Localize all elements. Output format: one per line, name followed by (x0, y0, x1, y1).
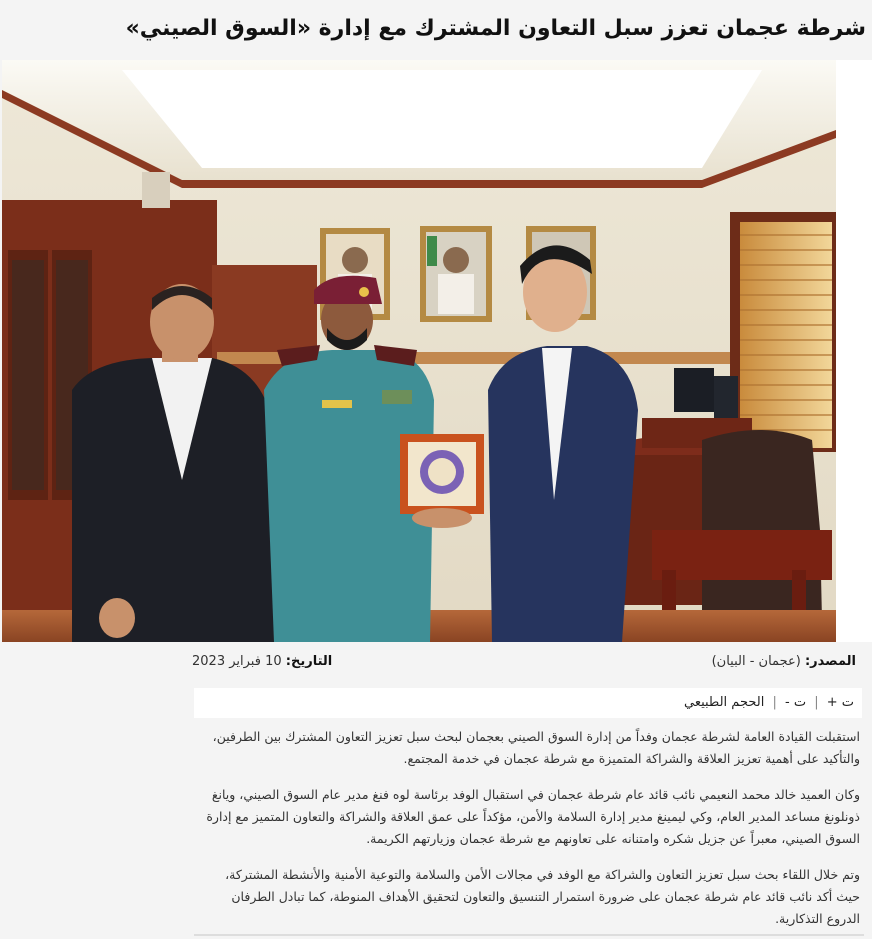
article-photo (2, 60, 836, 642)
date (192, 648, 332, 676)
article-paragraph: وتم خلال اللقاء بحث سبل تعزيز التعاون والشراكة مع الوفد في مجالات الأمن والسلامة والتوعية الأمنية والأنشطة المشتركة، حيث أكد نائب قائد عام شرطة عجمان على ضرورة استمرار التنسيق والتعاون لتحقيق الأهداف المنوطة، كما تبادل الطرفان الدروع التذكارية. (225, 867, 860, 926)
font-normal-button[interactable]: الحجم الطبيعي (683, 695, 765, 710)
article-body (196, 726, 864, 939)
font-decrease-button[interactable]: ت - (785, 695, 807, 710)
photo-side-margin (836, 60, 872, 642)
source (712, 648, 856, 676)
divider (194, 934, 864, 936)
font-increase-button[interactable]: ت + (826, 695, 854, 710)
commemorative-plaque (400, 434, 484, 528)
date-label: التاريخ: (285, 654, 333, 669)
article-paragraph: وكان العميد خالد محمد النعيمي نائب قائد عام شرطة عجمان في استقبال الوفد برئاسة لوه فنغ مدير عام السوق الصيني، ويانغ ذونلونغ مساعد المدير العام، وكي ليمينغ مدير إدارة السلامة والأمن، مؤكداً على عمق العلاقة والشراكة والتعاون المتميز مع إدارة السوق الصيني، معبراً عن جزيل شكره وامتنانه على تعاونهم مع شرطة عجمان وزيارتهم الكريمة. (206, 787, 860, 846)
article-meta (192, 648, 864, 676)
monitor (674, 368, 714, 412)
date-value: 10 فبراير 2023 (192, 654, 282, 669)
article-paragraph: استقبلت القيادة العامة لشرطة عجمان وفداً من إدارة السوق الصيني بعجمان لبحث سبل تعزيز التعاون المشترك بين الطرفين، والتأكيد على أهمية تعزيز العلاقة والشراكة المتميزة مع شرطة عجمان في خدمة المجتمع. (212, 729, 860, 766)
article-headline: شرطة عجمان تعزز سبل التعاون المشترك مع إدارة «السوق الصيني» (125, 16, 866, 41)
font-size-controls (194, 688, 862, 718)
source-label: المصدر: (804, 654, 856, 669)
separator: | (814, 695, 819, 710)
source-value: (عجمان - البيان) (711, 654, 801, 669)
photo-illustration (2, 60, 836, 642)
separator: | (772, 695, 777, 710)
